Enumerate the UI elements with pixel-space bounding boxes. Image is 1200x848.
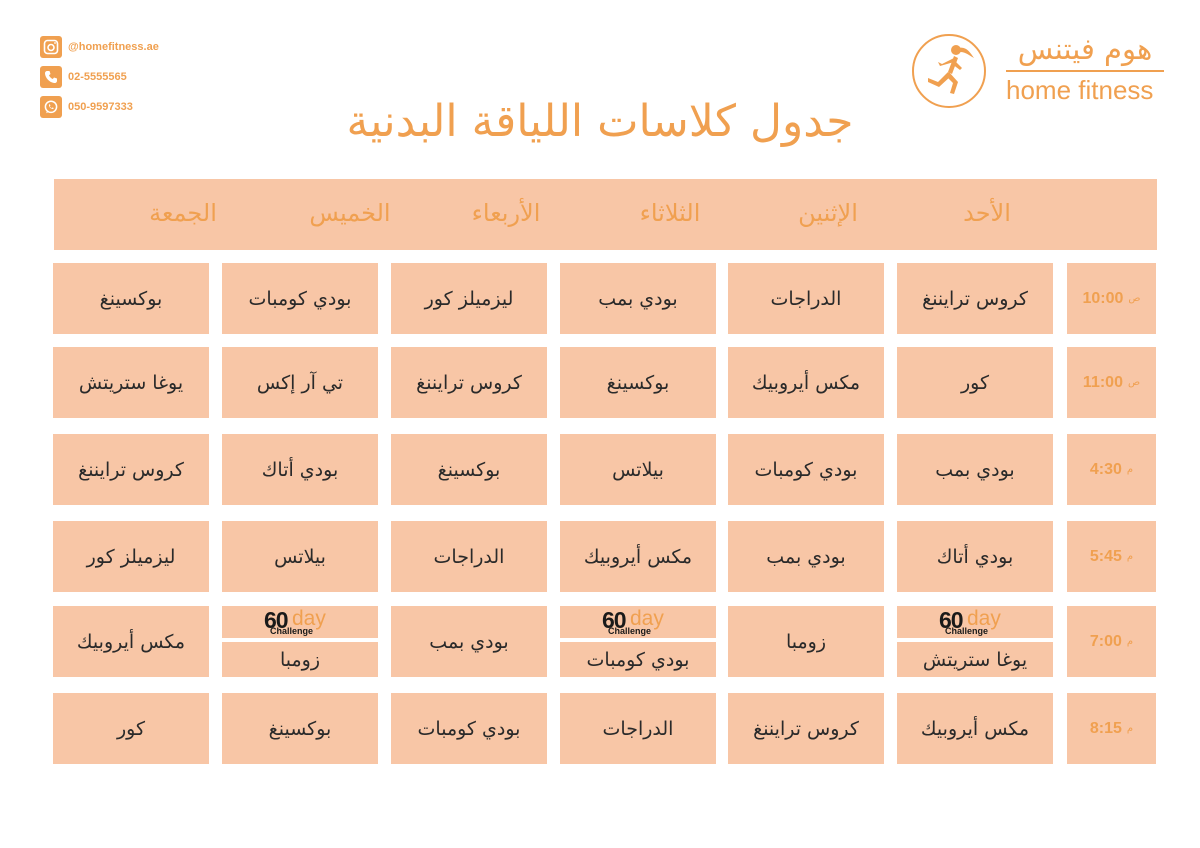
class-cell: بوكسينغ — [560, 347, 716, 418]
class-cell: بودي أتاك — [897, 521, 1053, 592]
phone-contact[interactable] — [40, 66, 159, 88]
class-cell: زومبا — [728, 606, 884, 677]
challenge-label: Challenge — [270, 626, 314, 636]
challenge-number: 60 — [264, 607, 288, 633]
challenge-cell — [897, 606, 1053, 677]
challenge-number: 60 — [602, 607, 626, 633]
contact-info — [40, 36, 159, 126]
class-cell: بودي أتاك — [222, 434, 378, 505]
whatsapp-number: 050-9597333 — [68, 101, 133, 113]
logo-divider — [1006, 70, 1164, 72]
class-cell: زومبا — [222, 642, 378, 677]
class-cell: الدراجات — [560, 693, 716, 764]
class-cell: بودي كومبات — [728, 434, 884, 505]
class-cell: بودي كومبات — [391, 693, 547, 764]
day-header: الخميس — [309, 199, 391, 227]
day-header: الثلاثاء — [639, 199, 701, 227]
instagram-icon — [40, 36, 62, 58]
class-cell: كروس ترايننغ — [391, 347, 547, 418]
challenge-day: day — [967, 607, 1001, 630]
class-cell: كور — [53, 693, 209, 764]
class-cell: كروس ترايننغ — [897, 263, 1053, 334]
challenge-badge — [222, 606, 378, 638]
time-cell — [1067, 434, 1156, 505]
time-period: م — [1126, 551, 1134, 562]
time-period: م — [1126, 723, 1134, 734]
class-cell: بودي بمب — [391, 606, 547, 677]
time-value: 11:00 — [1082, 373, 1123, 391]
whatsapp-icon — [40, 96, 62, 118]
whatsapp-contact[interactable] — [40, 96, 159, 118]
class-cell: بيلاتس — [560, 434, 716, 505]
challenge-label: Challenge — [608, 626, 652, 636]
class-cell: بودي بمب — [728, 521, 884, 592]
challenge-day: day — [292, 607, 326, 630]
phone-icon — [40, 66, 62, 88]
challenge-badge — [560, 606, 716, 638]
day-header: الأحد — [963, 199, 1011, 227]
time-value: 10:00 — [1082, 289, 1124, 307]
time-period: ص — [1127, 377, 1141, 388]
day-header: الإثنين — [798, 199, 858, 227]
time-value: 7:00 — [1089, 632, 1122, 650]
class-cell: كور — [897, 347, 1053, 418]
time-period: ص — [1128, 293, 1141, 304]
class-cell: ليزميلز كور — [391, 263, 547, 334]
time-cell — [1067, 347, 1156, 418]
class-cell: مكس أيروبيك — [560, 521, 716, 592]
class-cell: الدراجات — [728, 263, 884, 334]
time-cell — [1067, 606, 1156, 677]
class-cell: ليزميلز كور — [53, 521, 209, 592]
challenge-day: day — [630, 607, 664, 630]
phone-number: 02-5555565 — [68, 71, 127, 83]
class-cell: كروس ترايننغ — [53, 434, 209, 505]
class-cell: بودي بمب — [897, 434, 1053, 505]
days-header — [54, 179, 1157, 250]
class-cell: مكس أيروبيك — [53, 606, 209, 677]
class-cell: بوكسينغ — [391, 434, 547, 505]
time-cell — [1067, 521, 1156, 592]
class-cell: بوكسينغ — [222, 693, 378, 764]
instagram-handle: @homefitness.ae — [68, 41, 159, 53]
class-cell: بيلاتس — [222, 521, 378, 592]
class-cell: بودي كومبات — [560, 642, 716, 677]
class-cell: يوغا ستريتش — [53, 347, 209, 418]
time-value: 8:15 — [1089, 719, 1122, 737]
challenge-cell — [560, 606, 716, 677]
time-cell — [1067, 263, 1156, 334]
challenge-badge — [897, 606, 1053, 638]
challenge-number: 60 — [939, 607, 963, 633]
class-cell: بوكسينغ — [53, 263, 209, 334]
class-cell: الدراجات — [391, 521, 547, 592]
brand-logo — [912, 32, 1172, 112]
day-header: الأربعاء — [471, 199, 541, 227]
class-cell: بودي كومبات — [222, 263, 378, 334]
logo-arabic-text: هوم فيتنس — [1017, 32, 1153, 66]
time-value: 5:45 — [1089, 547, 1122, 565]
challenge-cell — [222, 606, 378, 677]
logo-english-text: home fitness — [1006, 75, 1154, 105]
time-cell — [1067, 693, 1156, 764]
challenge-label: Challenge — [945, 626, 989, 636]
class-cell: مكس أيروبيك — [728, 347, 884, 418]
time-period: م — [1126, 636, 1134, 647]
class-cell: تي آر إكس — [222, 347, 378, 418]
class-cell: بودي بمب — [560, 263, 716, 334]
time-period: م — [1126, 464, 1134, 475]
class-cell: يوغا ستريتش — [897, 642, 1053, 677]
page-title: جدول كلاسات اللياقة البدنية — [346, 96, 854, 147]
class-cell: كروس ترايننغ — [728, 693, 884, 764]
instagram-contact[interactable] — [40, 36, 159, 58]
day-header: الجمعة — [149, 199, 217, 227]
time-value: 4:30 — [1089, 460, 1122, 478]
class-cell: مكس أيروبيك — [897, 693, 1053, 764]
